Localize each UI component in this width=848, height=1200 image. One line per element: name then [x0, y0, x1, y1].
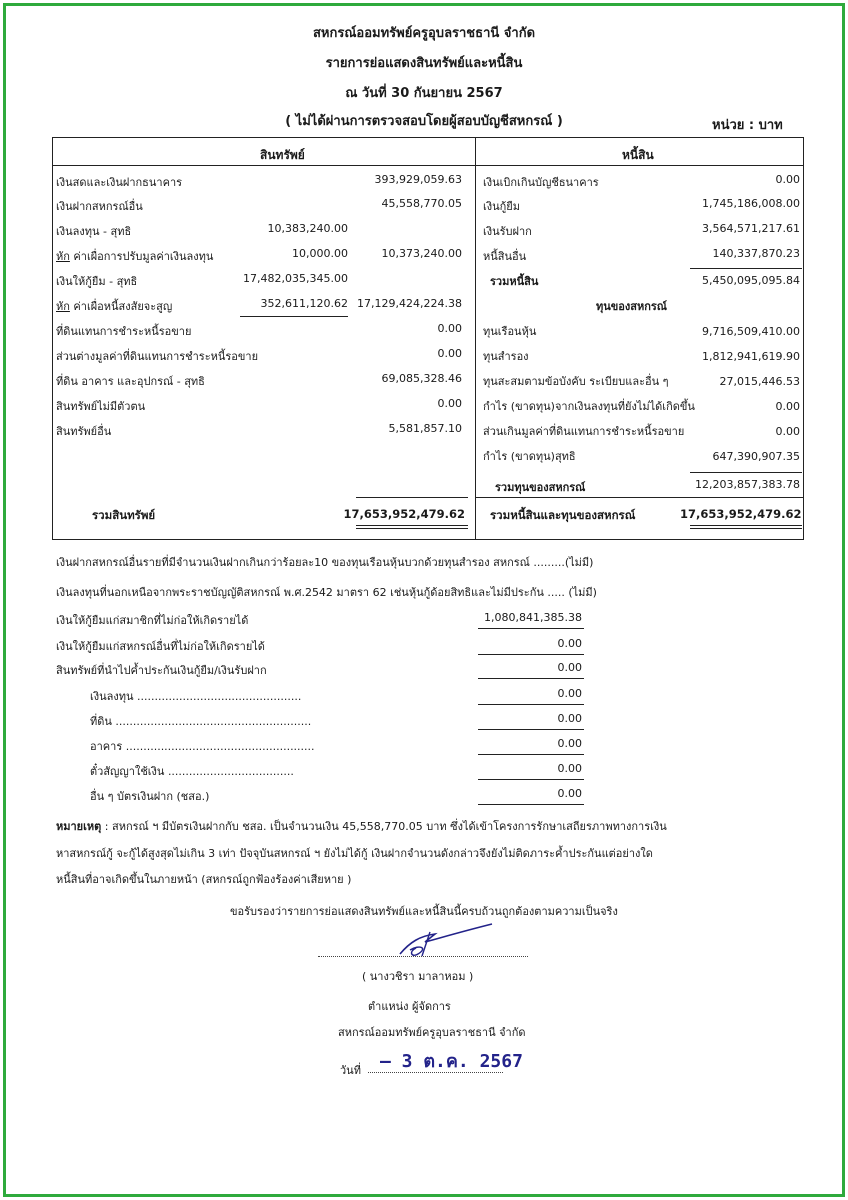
equity-label: ทุนสำรอง [483, 350, 529, 363]
equity-value: 27,015,446.53 [719, 375, 800, 388]
total-liabilities-label: รวมหนี้สิน [490, 275, 539, 288]
asset-sub-value: 352,611,120.62 [260, 297, 348, 310]
note-subitem-value: 0.00 [557, 712, 582, 725]
asset-label [56, 422, 111, 440]
note-item-label: สินทรัพย์ที่นำไปค้ำประกันเงินกู้ยืม/เงินรับฝาก [56, 664, 267, 677]
asset-sub-value: 10,000.00 [292, 247, 348, 260]
heading-rule [52, 165, 804, 166]
asset-sub-value: 17,482,035,345.00 [243, 272, 348, 285]
asset-label [56, 372, 205, 390]
asset-value: 5,581,857.10 [388, 422, 462, 435]
equity-label: กำไร (ขาดทุน)สุทธิ [483, 450, 576, 463]
note-subitem-label: ตั๋วสัญญาใช้เงิน .................................... [90, 765, 294, 778]
asset-value: 0.00 [437, 347, 462, 360]
equity-value: 647,390,907.35 [712, 450, 800, 463]
signer-position: ตำแหน่ง ผู้จัดการ [368, 1000, 451, 1013]
asset-label-text: เงินลงทุน - สุทธิ [56, 225, 132, 238]
asset-value: 17,129,424,224.38 [357, 297, 462, 310]
assets-heading: สินทรัพย์ [260, 148, 305, 162]
liability-value: 0.00 [775, 173, 800, 186]
asset-label [56, 247, 213, 265]
asset-label [56, 322, 191, 340]
equity-label: กำไร (ขาดทุน)จากเงินลงทุนที่ยังไม่ได้เกิดขึ้น [483, 400, 695, 413]
liability-label: เงินกู้ยืม [483, 200, 521, 213]
total-assets-label: รวมสินทรัพย์ [92, 508, 156, 522]
grand-total-rule3 [690, 528, 802, 529]
liability-label: เงินเบิกเกินบัญชีธนาคาร [483, 176, 599, 189]
note-item-value: 0.00 [557, 637, 582, 650]
asset-value: 0.00 [437, 397, 462, 410]
asset-label [56, 222, 131, 240]
signer-name: ( นางวชิรา มาลาหอม ) [362, 970, 474, 983]
asset-label-text: เงินฝากสหกรณ์อื่น [56, 200, 143, 213]
equity-value: 0.00 [775, 400, 800, 413]
note-subitem-label: อื่น ๆ บัตรเงินฝาก (ชสอ.) [90, 790, 210, 803]
note-subitem-label: เงินลงทุน ............................................... [90, 690, 302, 703]
asset-sub-value: 10,383,240.00 [267, 222, 348, 235]
equity-label: ส่วนเกินมูลค่าที่ดินแทนการชำระหนี้รอขาย [483, 425, 685, 438]
asset-label-text: เงินสดและเงินฝากธนาคาร [56, 176, 183, 189]
equity-value: 9,716,509,410.00 [702, 325, 800, 338]
asset-label [56, 347, 258, 365]
asset-label-text: ค่าเผื่อหนี้สงสัยจะสูญ [69, 300, 173, 313]
asset-label-text: สินทรัพย์ไม่มีตัวตน [56, 400, 146, 413]
total-equity-value: 12,203,857,383.78 [695, 478, 800, 491]
remark-line-2: หาสหกรณ์กู้ จะกู้ได้สูงสุดไม่เกิน 3 เท่า ปัจจุบันสหกรณ์ ฯ ยังไม่ได้กู้ เงินฝากจำนวนดังกล่าวจึงยังไม่ติดภาระค้ำประกันแต่อย่างใด [56, 847, 653, 860]
liability-value: 140,337,870.23 [712, 247, 800, 260]
asset-label-text: เงินให้กู้ยืม - สุทธิ [56, 275, 138, 288]
note-subitem-rule [478, 704, 584, 705]
equity-total-rule [690, 472, 802, 473]
liability-value: 3,564,571,217.61 [702, 222, 800, 235]
org-name: สหกรณ์ออมทรัพย์ครูอุบลราชธานี จำกัด [312, 26, 536, 41]
date-label: วันที่ [340, 1064, 361, 1077]
note-item-rule [478, 678, 584, 679]
grand-total-rule2 [690, 525, 802, 526]
asset-total-rule3 [356, 528, 468, 529]
column-divider [475, 137, 476, 540]
deduct-prefix: หัก [56, 250, 70, 263]
asset-label [56, 297, 172, 315]
grand-total-label: รวมหนี้สินและทุนของสหกรณ์ [490, 508, 636, 522]
note-line-1: เงินฝากสหกรณ์อื่นรายที่มีจำนวนเงินฝากเกินกว่าร้อยละ10 ของทุนเรือนหุ้นบวกด้วยทุนสำรอง สหกรณ์ .........(ไม่มี) [56, 556, 594, 569]
remark-text-1: : สหกรณ์ ฯ มีบัตรเงินฝากกับ ชสอ. เป็นจำนวนเงิน 45,558,770.05 บาท ซึ่งได้เข้าโครงการรักษาเสถียรภาพทางการเงิน [101, 820, 667, 833]
remark-line-3: หนี้สินที่อาจเกิดขึ้นในภายหน้า (สหกรณ์ถูกฟ้องร้องค่าเสียหาย ) [56, 873, 352, 886]
asset-label-text: ส่วนต่างมูลค่าที่ดินแทนการชำระหนี้รอขาย [56, 350, 259, 363]
note-line-2: เงินลงทุนที่นอกเหนือจากพระราชบัญญัติสหกรณ์ พ.ศ.2542 มาตรา 62 เช่นหุ้นกู้ด้อยสิทธิและไม่มีประกัน ..... (ไม่มี) [56, 586, 597, 599]
asset-value: 10,373,240.00 [381, 247, 462, 260]
liabilities-heading: หนี้สิน [622, 148, 654, 162]
audit-note: ( ไม่ได้ผ่านการตรวจสอบโดยผู้สอบบัญชีสหกรณ์ ) [285, 114, 563, 129]
note-subitem-value: 0.00 [557, 687, 582, 700]
note-subitem-rule [478, 804, 584, 805]
signature-line [318, 956, 528, 958]
asset-label-text: ที่ดิน อาคาร และอุปกรณ์ - สุทธิ [56, 375, 205, 388]
note-subitem-label: อาคาร ...................................................... [90, 740, 315, 753]
total-assets-value: 17,653,952,479.62 [343, 507, 465, 521]
certify-text: ขอรับรองว่ารายการย่อแสดงสินทรัพย์และหนี้สินนี้ครบถ้วนถูกต้องตามความเป็นจริง [230, 905, 618, 918]
deduct-prefix: หัก [56, 300, 70, 313]
note-subitem-label: ที่ดิน ........................................................ [90, 715, 312, 728]
note-item-label: เงินให้กู้ยืมแก่สมาชิกที่ไม่ก่อให้เกิดรายได้ [56, 614, 249, 627]
asset-label [56, 272, 137, 290]
asset-label-text: ที่ดินแทนการชำระหนี้รอขาย [56, 325, 192, 338]
asset-value: 0.00 [437, 322, 462, 335]
note-subitem-rule [478, 779, 584, 780]
liability-value: 1,745,186,008.00 [702, 197, 800, 210]
asset-total-rule [356, 497, 468, 498]
date-stamp: – 3 ต.ค. 2567 [380, 1051, 523, 1072]
asset-label [56, 173, 182, 191]
equity-grand-rule [476, 497, 804, 498]
doc-title: รายการย่อแสดงสินทรัพย์และหนี้สิน [325, 56, 523, 71]
liability-label: หนี้สินอื่น [483, 250, 527, 263]
note-item-rule [478, 628, 584, 629]
note-subitem-value: 0.00 [557, 787, 582, 800]
note-subitem-rule [478, 754, 584, 755]
total-liabilities-value: 5,450,095,095.84 [702, 274, 800, 287]
asset-label-text: ค่าเผื่อการปรับมูลค่าเงินลงทุน [69, 250, 214, 263]
liability-total-rule [690, 268, 802, 269]
remark-prefix: หมายเหตุ [56, 820, 102, 833]
liability-label: เงินรับฝาก [483, 225, 532, 238]
equity-value: 0.00 [775, 425, 800, 438]
total-equity-label: รวมทุนของสหกรณ์ [495, 481, 586, 494]
unit-label: หน่วย : บาท [712, 118, 783, 133]
note-item-label: เงินให้กู้ยืมแก่สหกรณ์อื่นที่ไม่ก่อให้เกิดรายได้ [56, 640, 265, 653]
asset-sub-rule [240, 316, 348, 317]
note-item-value: 1,080,841,385.38 [484, 611, 582, 624]
doc-date: ณ วันที่ 30 กันยายน 2567 [345, 86, 503, 101]
asset-total-rule2 [356, 525, 468, 526]
note-item-rule [478, 654, 584, 655]
signer-org: สหกรณ์ออมทรัพย์ครูอุบลราชธานี จำกัด [338, 1026, 526, 1039]
asset-value: 393,929,059.63 [374, 173, 462, 186]
asset-label-text: สินทรัพย์อื่น [56, 425, 112, 438]
grand-total-value: 17,653,952,479.62 [680, 507, 802, 521]
asset-value: 45,558,770.05 [381, 197, 462, 210]
asset-label [56, 197, 143, 215]
equity-label: ทุนสะสมตามข้อบังคับ ระเบียบและอื่น ๆ [483, 375, 669, 388]
note-item-value: 0.00 [557, 661, 582, 674]
equity-label: ทุนเรือนหุ้น [483, 325, 537, 338]
remark-line-1 [56, 817, 667, 835]
equity-value: 1,812,941,619.90 [702, 350, 800, 363]
asset-label [56, 397, 145, 415]
equity-heading: ทุนของสหกรณ์ [596, 300, 668, 313]
asset-value: 69,085,328.46 [381, 372, 462, 385]
note-subitem-value: 0.00 [557, 762, 582, 775]
note-subitem-rule [478, 729, 584, 730]
note-subitem-value: 0.00 [557, 737, 582, 750]
